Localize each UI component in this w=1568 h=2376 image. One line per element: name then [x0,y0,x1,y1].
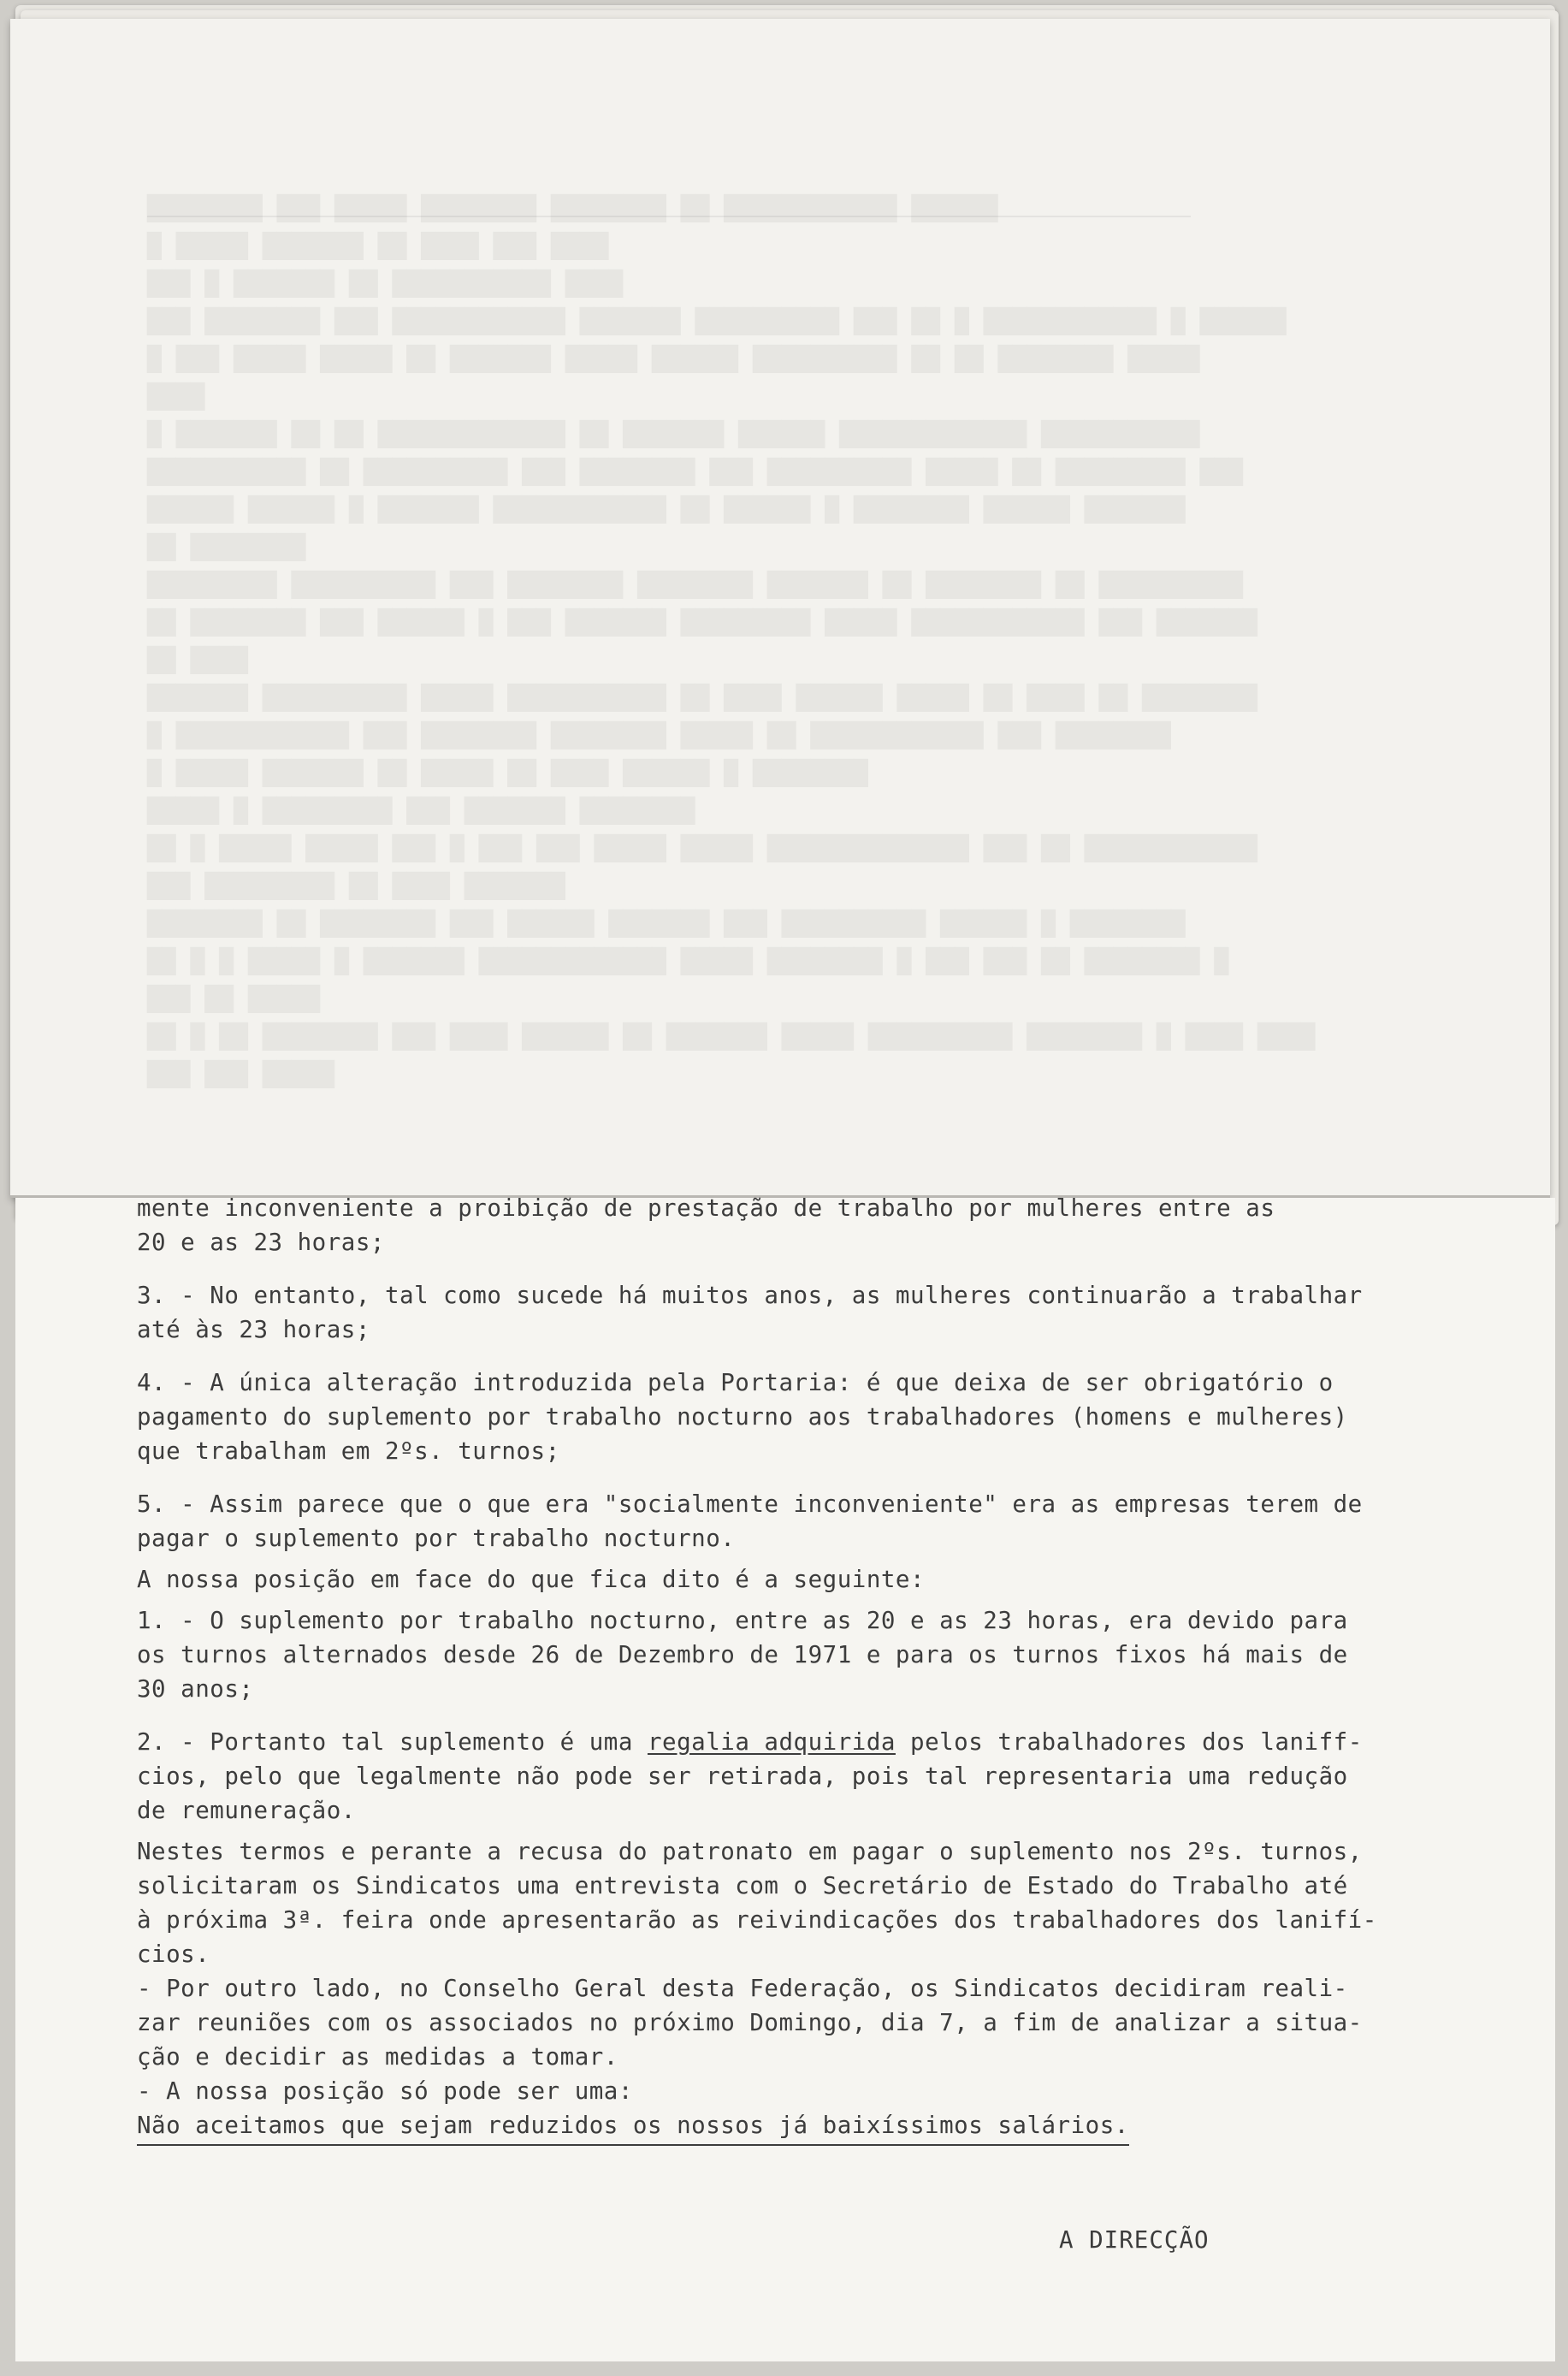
text-line-item-2 [137,1725,1471,1759]
item2-prefix: 2. - Portanto tal suplemento é uma [137,1728,648,1756]
document-body [137,1191,1471,2146]
text-line: 20 e as 23 horas; [137,1229,385,1256]
text-line: 4. - A única alteração introduzida pela Portaria: é que deixa de ser obrigatório o [137,1369,1334,1396]
signature: A DIRECÇÃO [1059,2226,1210,2254]
text-line-final [137,2108,1471,2146]
text-line: de remuneração. [137,1797,356,1824]
text-line: 5. - Assim parece que o que era "socialmente inconveniente" era as empresas terem de [137,1490,1363,1518]
text-line: 30 anos; [137,1675,254,1703]
text-line: pagamento do suplemento por trabalho nocturno aos trabalhadores (homens e mulheres) [137,1403,1348,1431]
text-line: solicitaram os Sindicatos uma entrevista com o Secretário de Estado do Trabalho até [137,1872,1348,1899]
text-line: zar reuniões com os associados no próximo Domingo, dia 7, a fim de analizar a situa- [137,2009,1363,2036]
item2-suffix: pelos trabalhadores dos laniff- [895,1728,1363,1756]
text-line: A nossa posição em face do que fica dito é a seguinte: [137,1566,926,1593]
text-line: Nestes termos e perante a recusa do patronato em pagar o suplemento nos 2ºs. turnos, [137,1838,1363,1865]
folded-top-page [10,19,1550,1198]
text-line: 3. - No entanto, tal como sucede há muitos anos, as mulheres continuarão a trabalhar [137,1282,1363,1309]
text-line: cios, pelo que legalmente não pode ser retirada, pois tal representaria uma redução [137,1763,1348,1790]
text-line: - A nossa posição só pode ser uma: [137,2077,633,2105]
text-line: que trabalham em 2ºs. turnos; [137,1437,560,1465]
underlined-phrase: regalia adquirida [647,1728,896,1756]
text-line: 1. - O suplemento por trabalho nocturno, entre as 20 e as 23 horas, era devido para [137,1607,1348,1634]
text-line: ção e decidir as medidas a tomar. [137,2043,618,2071]
text-line: cios. [137,1940,210,1968]
text-line: até às 23 horas; [137,1316,370,1343]
text-line: mente inconveniente a proibição de prestação de trabalho por mulheres entre as [137,1194,1275,1222]
underlined-statement: Não aceitamos que sejam reduzidos os nossos já baixíssimos salários. [137,2108,1129,2146]
text-line: à próxima 3ª. feira onde apresentarão as reivindicações dos trabalhadores dos lanifí- [137,1906,1377,1934]
text-line: - Por outro lado, no Conselho Geral desta Federação, os Sindicatos decidiram reali- [137,1975,1348,2002]
text-line: os turnos alternados desde 26 de Dezembro de 1971 e para os turnos fixos há mais de [137,1641,1348,1668]
show-through-text [147,190,1482,1093]
text-line: pagar o suplemento por trabalho nocturno. [137,1525,736,1552]
